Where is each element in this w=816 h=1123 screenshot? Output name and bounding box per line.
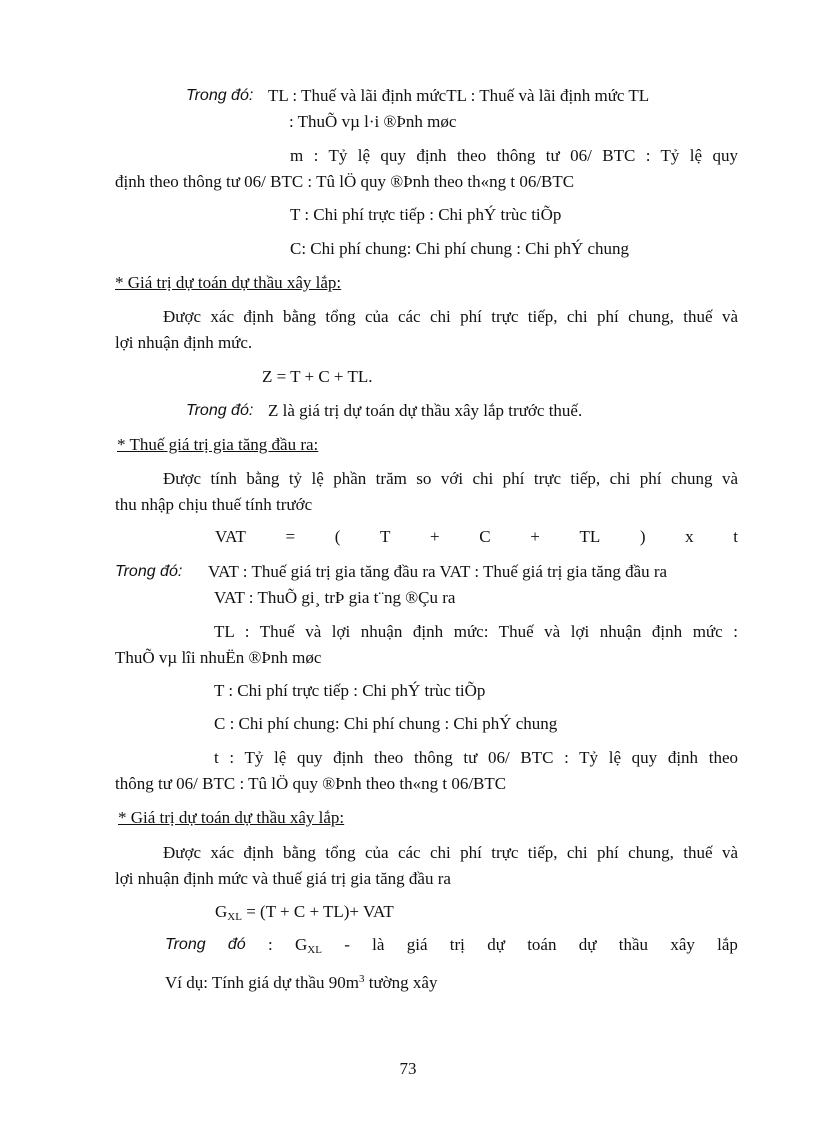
z-definition: Z là giá trị dự toán dự thầu xây lắp trước thuế. bbox=[268, 401, 583, 420]
gxl-word: xây bbox=[670, 935, 695, 954]
tl-definition-line-2: : ThuÕ vµ l·i ®Þnh møc bbox=[289, 112, 457, 131]
t-definition: T : Chi phí trực tiếp : Chi phÝ trùc tiÕp bbox=[290, 205, 562, 224]
formula-gxl-lhs: G bbox=[215, 902, 228, 921]
paragraph-2-line-1: Được tính bằng tỷ lệ phần trăm so với chi phí trực tiếp, chi phí chung và bbox=[163, 469, 738, 488]
where-label-2: Trong đó: bbox=[186, 402, 254, 419]
c-definition-2: C : Chi phí chung: Chi phí chung : Chi phÝ chung bbox=[214, 714, 558, 733]
example-line bbox=[165, 969, 437, 993]
tl-definition-line-1: TL : Thuế và lãi định mứcTL : Thuế và lãi định mức TL bbox=[268, 86, 650, 105]
formula-vat-term: = bbox=[285, 527, 296, 546]
page-number: 73 bbox=[399, 1059, 417, 1078]
paragraph-1-line-1: Được xác định bằng tổng của các chi phí trực tiếp, chi phí chung, thuế và bbox=[163, 307, 738, 326]
formula-vat-term: + bbox=[430, 527, 440, 546]
formula-vat-term: + bbox=[530, 527, 540, 546]
tl-profit-definition-line-1: TL : Thuế và lợi nhuận định mức: Thuế và lợi nhuận định mức : bbox=[214, 622, 738, 641]
formula-vat bbox=[215, 527, 738, 547]
tl-profit-definition-line-2: ThuÕ vµ lîi nhuËn ®Þnh møc bbox=[115, 648, 322, 667]
gxl-word: dự bbox=[578, 935, 597, 954]
gxl-word: toán bbox=[527, 935, 557, 954]
paragraph-3-line-1: Được xác định bằng tổng của các chi phí trực tiếp, chi phí chung, thuế và bbox=[163, 843, 738, 862]
formula-gxl bbox=[215, 902, 394, 927]
formula-vat-term: C bbox=[479, 527, 491, 546]
formula-vat-term: x bbox=[685, 527, 694, 546]
section-heading-vat: * Thuế giá trị gia tăng đầu ra: bbox=[117, 435, 319, 454]
formula-vat-term: ) bbox=[639, 527, 646, 546]
where-label-3: Trong đó: bbox=[115, 563, 183, 580]
m-definition-line-1: m : Tỷ lệ quy định theo thông tư 06/ BTC : Tỷ lệ quy bbox=[290, 146, 738, 165]
where-label-word: Trong bbox=[165, 936, 206, 953]
gxl-definition bbox=[165, 935, 738, 960]
gxl-word: dự bbox=[487, 935, 505, 954]
rate-definition-line-1: t : Tỷ lệ quy định theo thông tư 06/ BTC : Tỷ lệ quy định theo bbox=[214, 748, 738, 767]
vat-definition-line-2: VAT : ThuÕ gi¸ trÞ gia t¨ng ®Çu ra bbox=[214, 588, 456, 607]
formula-vat-term: TL bbox=[579, 527, 601, 546]
paragraph-1-line-2: lợi nhuận định mức. bbox=[115, 333, 253, 352]
gxl-word: - bbox=[344, 935, 350, 954]
gxl-colon: : bbox=[267, 935, 273, 954]
where-label-1-text: Trong đó: bbox=[186, 87, 254, 104]
formula-gxl-subscript: XL bbox=[227, 911, 242, 923]
gxl-word: lắp bbox=[717, 935, 738, 954]
example-tail: tường xây bbox=[364, 973, 438, 992]
gxl-symbol bbox=[295, 935, 322, 960]
m-definition-line-2: định theo thông tư 06/ BTC : Tû lÖ quy ®Þnh theo th«ng t 06/BTC bbox=[115, 172, 575, 191]
gxl-symbol-subscript: XL bbox=[307, 944, 322, 956]
section-heading-bid-value: * Giá trị dự toán dự thầu xây lắp: bbox=[115, 273, 342, 292]
formula-vat-term: VAT bbox=[215, 527, 246, 546]
formula-vat-term: ( bbox=[334, 527, 341, 546]
c-definition: C: Chi phí chung: Chi phí chung : Chi phÝ chung bbox=[290, 239, 630, 258]
t-definition-2: T : Chi phí trực tiếp : Chi phÝ trùc tiÕp bbox=[214, 681, 486, 700]
vat-definition-line-1: VAT : Thuế giá trị gia tăng đầu ra VAT : Thuế giá trị gia tăng đầu ra bbox=[208, 562, 668, 581]
formula-vat-term: T bbox=[380, 527, 391, 546]
rate-definition-line-2: thông tư 06/ BTC : Tû lÖ quy ®Þnh theo th«ng t 06/BTC bbox=[115, 774, 507, 793]
paragraph-3-line-2: lợi nhuận định mức và thuế giá trị gia tăng đầu ra bbox=[115, 869, 451, 888]
where-label-word: đó bbox=[227, 936, 246, 953]
formula-vat-term: t bbox=[733, 527, 738, 546]
gxl-word: giá bbox=[406, 935, 428, 954]
gxl-word: trị bbox=[449, 935, 465, 954]
formula-z: Z = T + C + TL. bbox=[262, 367, 373, 386]
formula-gxl-rhs: = (T + C + TL)+ VAT bbox=[241, 902, 394, 921]
example-text: Ví dụ: Tính giá dự thầu 90m bbox=[165, 973, 359, 992]
gxl-word: là bbox=[372, 935, 385, 954]
section-heading-bid-value-2: * Giá trị dự toán dự thầu xây lắp: bbox=[118, 808, 345, 827]
paragraph-2-line-2: thu nhập chịu thuế tính trước bbox=[115, 495, 313, 514]
gxl-word: thầu bbox=[618, 935, 649, 954]
example-superscript: 3 bbox=[359, 973, 365, 985]
gxl-symbol-g: G bbox=[294, 935, 308, 954]
